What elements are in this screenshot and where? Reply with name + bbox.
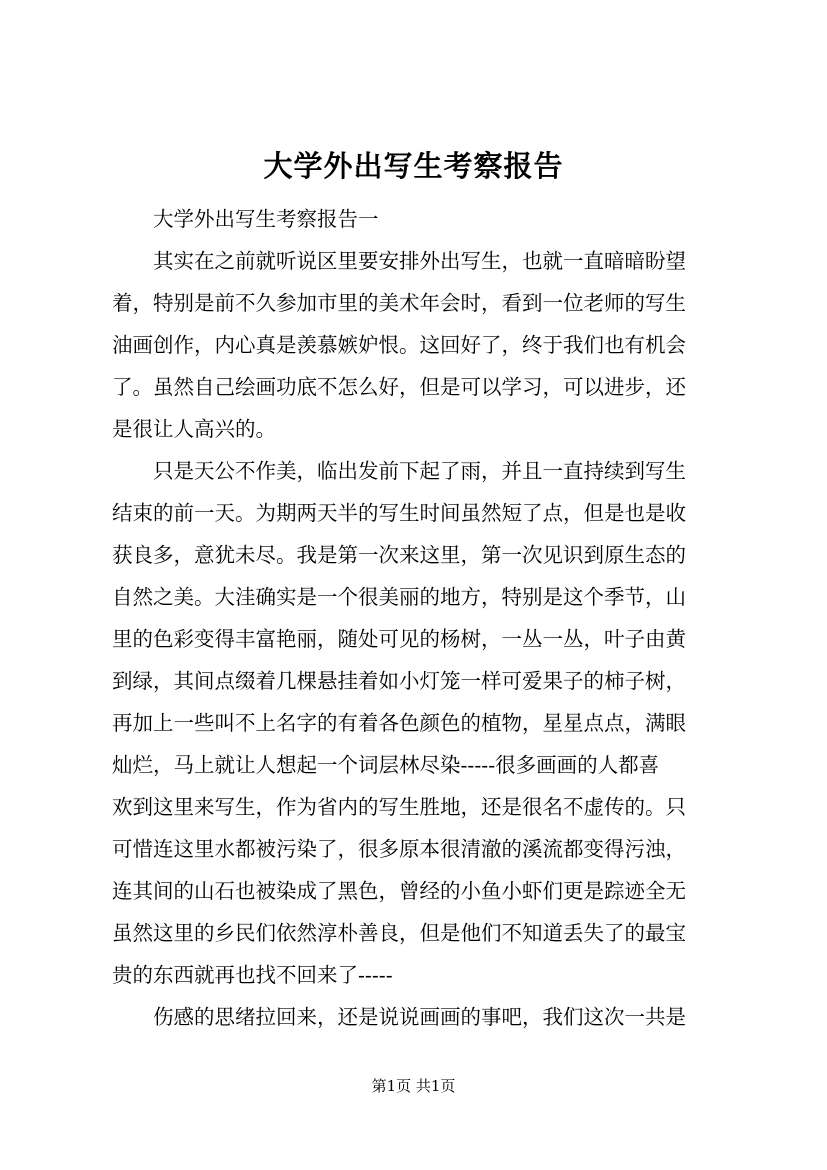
paragraph-line: 里的色彩变得丰富艳丽，随处可见的杨树，一丛一丛，叶子由黄 bbox=[112, 627, 686, 651]
paragraph-line: 到绿，其间点缀着几棵悬挂着如小灯笼一样可爱果子的柿子树， bbox=[112, 669, 686, 693]
paragraph-line: 虽然这里的乡民们依然淳朴善良，但是他们不知道丢失了的最宝 bbox=[112, 921, 686, 945]
paragraph-line: 连其间的山石也被染成了黑色，曾经的小鱼小虾们更是踪迹全无 bbox=[112, 879, 686, 903]
paragraph-line: 了。虽然自己绘画功底不怎么好，但是可以学习，可以进步，还 bbox=[112, 375, 686, 399]
paragraph-line: 其实在之前就听说区里要安排外出写生，也就一直暗暗盼望 bbox=[153, 249, 686, 273]
paragraph-3 bbox=[112, 996, 724, 1038]
document-body bbox=[112, 198, 724, 1038]
paragraph-line: 结束的前一天。为期两天半的写生时间虽然短了点，但是也是收 bbox=[112, 501, 686, 525]
paragraph-line: 油画创作，内心真是羡慕嫉妒恨。这回好了，终于我们也有机会 bbox=[112, 333, 686, 357]
paragraph-line: 再加上一些叫不上名字的有着各色颜色的植物，星星点点，满眼 bbox=[112, 711, 686, 735]
subtitle-paragraph: 大学外出写生考察报告一 bbox=[153, 207, 379, 231]
paragraph-2 bbox=[112, 450, 724, 996]
paragraph-1 bbox=[112, 240, 724, 450]
paragraph-line: 获良多，意犹未尽。我是第一次来这里，第一次见识到原生态的 bbox=[112, 543, 686, 567]
paragraph-line: 着，特别是前不久参加市里的美术年会时，看到一位老师的写生 bbox=[112, 291, 686, 315]
paragraph-line: 灿烂，马上就让人想起一个词层林尽染-----很多画画的人都喜 bbox=[112, 753, 660, 777]
paragraph-line: 只是天公不作美，临出发前下起了雨，并且一直持续到写生 bbox=[153, 459, 686, 483]
paragraph-line: 是很让人高兴的。 bbox=[112, 417, 276, 441]
paragraph-line: 自然之美。大洼确实是一个很美丽的地方，特别是这个季节，山 bbox=[112, 585, 686, 609]
paragraph-line: 贵的东西就再也找不回来了----- bbox=[112, 963, 393, 987]
document-title: 大学外出写生考察报告 bbox=[263, 149, 564, 183]
paragraph-line: 欢到这里来写生，作为省内的写生胜地，还是很名不虚传的。只 bbox=[112, 795, 686, 819]
paragraph-line: 伤感的思绪拉回来，还是说说画画的事吧，我们这次一共是 bbox=[153, 1005, 686, 1029]
paragraph-line: 可惜连这里水都被污染了，很多原本很清澈的溪流都变得污浊， bbox=[112, 837, 686, 861]
page-number-footer: 第1页 共1页 bbox=[371, 1077, 456, 1095]
